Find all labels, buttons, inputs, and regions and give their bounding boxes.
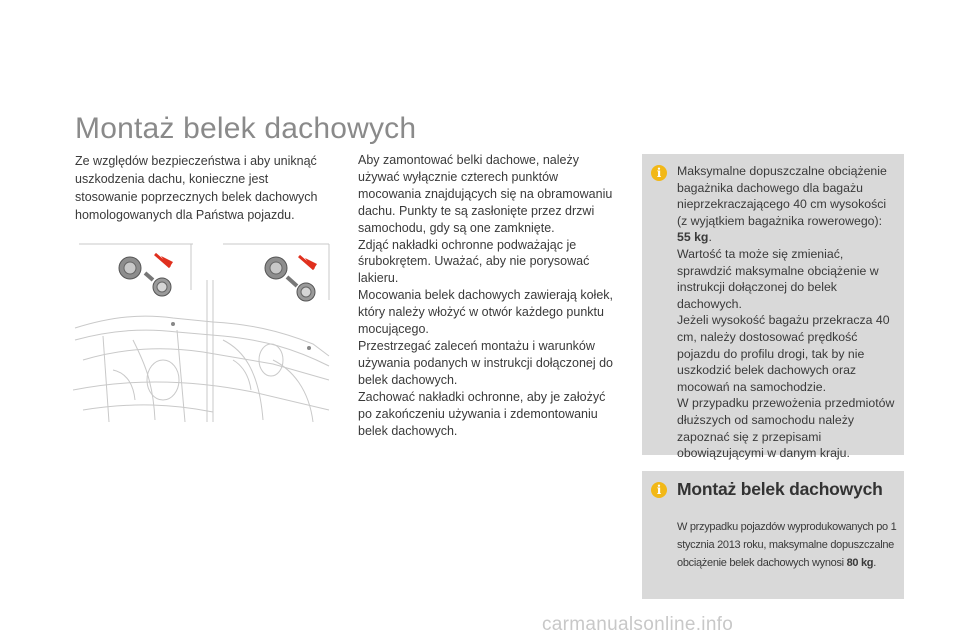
punctuation: .	[873, 557, 876, 570]
load-variation-note: Wartość ta może się zmieniać, sprawdzić maksymalne obciążenie w instrukcji dołączonej do belek dachowych.	[677, 246, 879, 311]
instruction-paragraph: Aby zamontować belki dachowe, należy używać wyłącznie czterech punktów mocowania znajdujących się na obramowaniu dachu. Punkty te są zasłonięte przez drzwi samochodu, gdy są one zamknięte.	[358, 153, 613, 235]
instruction-paragraph: Mocowania belek dachowych zawierają kołek, który należy włożyć w otwór każdego punktu mocującego.	[358, 288, 613, 337]
roof-bars-description: W przypadku pojazdów wyprodukowanych po 1 stycznia 2013 roku, maksymalne dopuszczalne obciążenie belek dachowych wynosi	[677, 521, 897, 570]
info-box-heading: Montaż belek dachowych	[677, 479, 883, 499]
roof-mounting-illustration	[73, 240, 331, 424]
page-title: Montaż belek dachowych	[75, 112, 417, 146]
max-load-value: 55 kg	[677, 230, 709, 245]
mounting-instructions	[358, 152, 620, 439]
instruction-paragraph: Zdjąć nakładki ochronne podważając je śrubokrętem. Uważać, aby nie porysować lakieru.	[358, 237, 590, 286]
height-speed-note: Jeżeli wysokość bagażu przekracza 40 cm, należy dostosować prędkość pojazdu do profilu drogi, tak by nie uszkodzić belek dachowych oraz mocowań na samochodzie.	[677, 313, 890, 394]
max-load-info-text	[677, 163, 899, 462]
roof-bars-max-load-value: 80 kg	[846, 557, 874, 570]
max-load-description: Maksymalne dopuszczalne obciążenie bagażnika dachowego dla bagażu nieprzekraczającego 40 cm wysokości (z wyjątkiem bagażnika rowerowego):	[677, 164, 887, 228]
intro-paragraph: Ze względów bezpieczeństwa i aby uniknąć uszkodzenia dachu, konieczne jest stosowanie poprzecznych belek dachowych homologowanych dla Państwa pojazdu.	[75, 154, 318, 222]
info-icon: i	[651, 165, 667, 181]
punctuation: .	[708, 230, 712, 245]
roof-bars-info-box	[642, 471, 904, 599]
long-items-note: W przypadku przewożenia przedmiotów dłuższych od samochodu należy zapoznać się z przepisami obowiązującymi w danym kraju.	[677, 396, 895, 461]
intro-text-column	[75, 152, 325, 224]
max-load-info-box	[642, 154, 904, 461]
info-icon: i	[651, 482, 667, 498]
instruction-paragraph: Przestrzegać zaleceń montażu i warunków używania podanych w instrukcji dołączonej do belek dachowych.	[358, 338, 614, 387]
roof-bars-info-text	[677, 518, 901, 573]
watermark: carmanualsonline.info	[542, 614, 734, 635]
instruction-paragraph: Zachować nakładki ochronne, aby je założyć po zakończeniu używania i zdemontowaniu belek dachowych.	[358, 389, 606, 438]
